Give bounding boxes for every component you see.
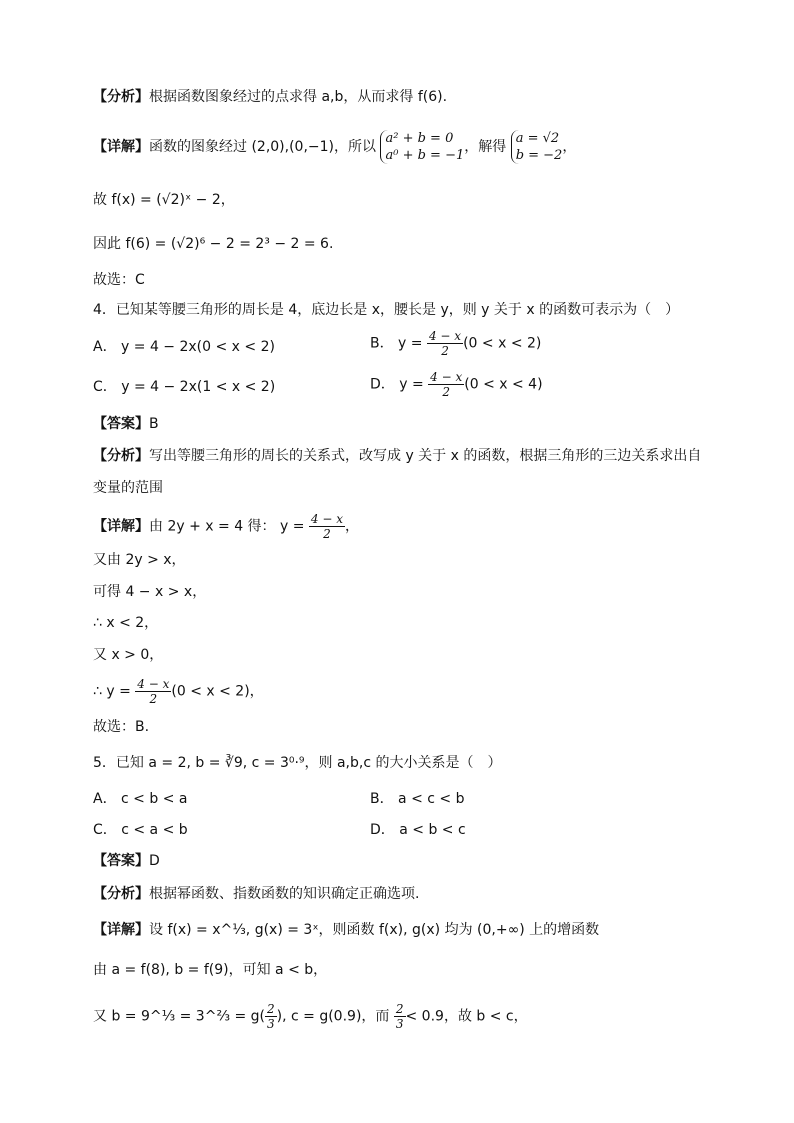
- detail-text: 由 2y + x = 4 得： y =: [149, 518, 305, 535]
- analysis-text: 根据函数图象经过的点求得 a,b，从而求得 f(6).: [149, 89, 448, 105]
- choice-line: 故选：B.: [93, 719, 150, 735]
- option-b: [370, 329, 541, 358]
- numerator: 2: [395, 1002, 404, 1016]
- numerator: 4 − x: [430, 370, 463, 384]
- answer-tag: 【答案】: [93, 416, 149, 432]
- denominator: 3: [395, 1017, 404, 1031]
- fraction: [309, 512, 345, 541]
- text-line: 又由 2y > x，: [93, 552, 186, 568]
- text-span: ∴ y =: [93, 683, 131, 700]
- numerator: 4 − x: [428, 329, 462, 343]
- numerator: 4 − x: [137, 677, 170, 691]
- equation-system: [380, 130, 464, 164]
- equation: a⁰ + b = −1: [385, 148, 465, 163]
- numerator: 4 − x: [310, 512, 344, 526]
- detail-text: 函数的图象经过 (2,0),(0,−1)，所以: [149, 139, 377, 155]
- text-line: 可得 4 − x > x，: [93, 584, 207, 600]
- option-text: (0 < x < 4): [464, 376, 543, 393]
- equation: a = √2: [515, 131, 560, 146]
- detail-line: [93, 130, 576, 164]
- equation-system: [511, 130, 563, 164]
- text-line: 又 x > 0，: [93, 647, 164, 663]
- option-c: C． y = 4 − 2x(1 < x < 2): [93, 379, 276, 395]
- fraction: [394, 1002, 406, 1031]
- analysis-line: [93, 87, 447, 107]
- answer-text: D: [149, 853, 160, 869]
- denominator: 2: [323, 527, 331, 541]
- analysis-text: 写出等腰三角形的周长的关系式，改写成 y 关于 x 的函数，根据三角形的三边关系求出自: [149, 448, 702, 464]
- option-text: D． y =: [370, 376, 424, 393]
- analysis-text: 根据幂函数、指数函数的知识确定正确选项.: [149, 886, 420, 902]
- denominator: 2: [442, 385, 451, 399]
- question-stem: 5．已知 a = 2, b = ∛9, c = 3⁰·⁹，则 a,b,c 的大小关系是（ ）: [93, 755, 502, 771]
- text-line: 由 a = f(8), b = f(9)，可知 a < b，: [93, 962, 328, 978]
- answer-line: [93, 851, 160, 871]
- choice-line: 故选：C: [93, 272, 145, 288]
- text-line: 故 f(x) = (√2)ˣ − 2，: [93, 192, 235, 208]
- text-line: 变量的范围: [93, 480, 163, 496]
- text-span: ), c = g(0.9)，而: [276, 1008, 390, 1025]
- text-span: < 0.9，故 b < c，: [405, 1008, 528, 1025]
- option-a: A． y = 4 − 2x(0 < x < 2): [93, 339, 275, 355]
- denominator: 2: [149, 692, 158, 706]
- detail-text: ，: [562, 139, 577, 155]
- text-span: (0 < x < 2)，: [171, 683, 264, 700]
- analysis-tag: 【分析】: [93, 886, 149, 902]
- text-line: [93, 1002, 528, 1031]
- text-line: [93, 677, 264, 706]
- answer-tag: 【答案】: [93, 853, 149, 869]
- detail-line: [93, 920, 599, 940]
- analysis-line: [93, 446, 701, 466]
- detail-tag: 【详解】: [93, 139, 149, 155]
- answer-line: [93, 414, 159, 434]
- numerator: 2: [267, 1002, 275, 1016]
- equation: b = −2: [515, 148, 563, 163]
- analysis-line: [93, 884, 419, 904]
- question-stem: 4．已知某等腰三角形的周长是 4，底边长是 x，腰长是 y，则 y 关于 x 的函数可表示为（ ）: [93, 302, 680, 318]
- detail-text: ，解得: [464, 139, 507, 155]
- option-text: B． y =: [370, 335, 423, 352]
- option-text: (0 < x < 2): [463, 335, 542, 352]
- fraction: [135, 677, 171, 706]
- option-a: A． c < b < a: [93, 791, 188, 807]
- text-line: ∴ x < 2，: [93, 615, 159, 631]
- detail-text: ，: [345, 518, 360, 535]
- denominator: 3: [267, 1017, 275, 1031]
- text-span: 又 b = 9^⅓ = 3^⅔ = g(: [93, 1008, 265, 1025]
- equation: a² + b = 0: [385, 131, 454, 146]
- fraction: [428, 370, 464, 399]
- detail-text: 设 f(x) = x^⅓, g(x) = 3ˣ，则函数 f(x), g(x) 均为 (0,+∞) 上的增函数: [149, 922, 600, 938]
- option-b: B． a < c < b: [370, 791, 465, 807]
- option-c: C． c < a < b: [93, 822, 188, 838]
- detail-tag: 【详解】: [93, 922, 149, 938]
- denominator: 2: [441, 344, 449, 358]
- analysis-tag: 【分析】: [93, 448, 149, 464]
- detail-line: [93, 512, 359, 541]
- option-d: D． a < b < c: [370, 822, 466, 838]
- answer-text: B: [149, 416, 159, 432]
- detail-tag: 【详解】: [93, 518, 149, 535]
- text-line: 因此 f(6) = (√2)⁶ − 2 = 2³ − 2 = 6.: [93, 236, 334, 252]
- fraction: [265, 1002, 277, 1031]
- option-d: [370, 370, 543, 399]
- analysis-tag: 【分析】: [93, 89, 149, 105]
- fraction: [427, 329, 463, 358]
